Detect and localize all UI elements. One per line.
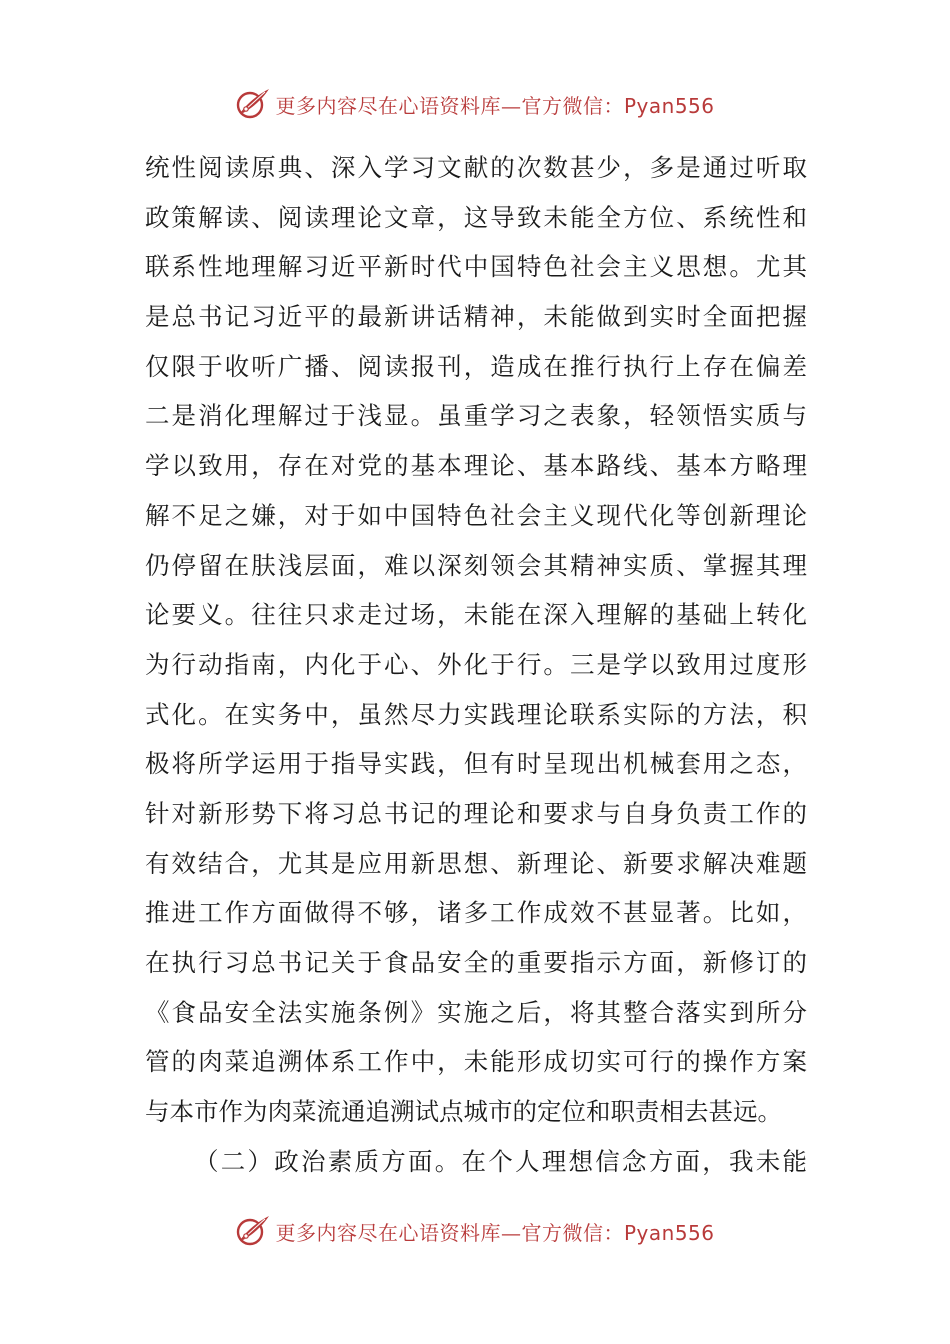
text-line: 学以致用，存在对党的基本理论、基本路线、基本方略理	[145, 451, 807, 481]
text-line: 解不足之嫌，对于如中国特色社会主义现代化等创新理论	[145, 500, 807, 530]
text-line: 论要义。往往只求走过场，未能在深入理解的基础上转化	[145, 600, 807, 630]
text-line: 在执行习总书记关于食品安全的重要指示方面，新修订的	[145, 948, 807, 977]
text-line: 式化。在实务中，虽然尽力实践理论联系实际的方法，积	[145, 699, 807, 729]
text-line: 针对新形势下将习总书记的理论和要求与自身负责工作的	[145, 798, 807, 828]
header-watermark	[0, 84, 950, 124]
text-line: 为行动指南，内化于心、外化于行。三是学以致用过度形	[145, 649, 807, 679]
text-line: 政策解读、阅读理论文章，这导致未能全方位、系统性和	[145, 202, 807, 232]
text-line: 推进工作方面做得不够，诸多工作成效不甚显著。比如，	[145, 898, 807, 928]
text-line: 管的肉菜追溯体系工作中，未能形成切实可行的操作方案	[145, 1047, 807, 1077]
quill-logo-icon	[235, 1213, 271, 1249]
text-line: 仅限于收听广播、阅读报刊，造成在推行执行上存在偏差	[145, 351, 807, 381]
watermark-wechat-id: Pyan556	[623, 93, 715, 118]
watermark-wechat-id: Pyan556	[623, 1220, 715, 1245]
text-line: 联系性地理解习近平新时代中国特色社会主义思想。尤其	[145, 252, 807, 282]
text-line: 《食品安全法实施条例》实施之后，将其整合落实到所分	[145, 997, 807, 1027]
document-body	[145, 143, 807, 1186]
text-line: 是总书记习近平的最新讲话精神，未能做到实时全面把握	[145, 302, 807, 332]
text-line: 统性阅读原典、深入学习文献的次数甚少，多是通过听取	[145, 153, 807, 182]
text-line: 与本市作为肉菜流通追溯试点城市的定位和职责相去甚远。	[145, 1097, 782, 1127]
text-line: 二是消化理解过于浅显。虽重学习之表象，轻领悟实质与	[145, 401, 807, 431]
section-heading-line: （二）政治素质方面。在个人理想信念方面，我未能	[194, 1146, 807, 1176]
quill-logo-icon	[235, 86, 271, 122]
watermark-main: 更多内容尽在心语资料库—官方微信：	[275, 93, 624, 118]
footer-watermark	[0, 1211, 950, 1251]
watermark-text	[275, 90, 714, 119]
watermark-main: 更多内容尽在心语资料库—官方微信：	[275, 1220, 624, 1245]
text-line: 极将所学运用于指导实践，但有时呈现出机械套用之态，	[145, 749, 807, 779]
text-line: 有效结合，尤其是应用新思想、新理论、新要求解决难题	[145, 848, 807, 878]
text-line: 仍停留在肤浅层面，难以深刻领会其精神实质、掌握其理	[145, 550, 807, 580]
watermark-text	[275, 1217, 714, 1246]
